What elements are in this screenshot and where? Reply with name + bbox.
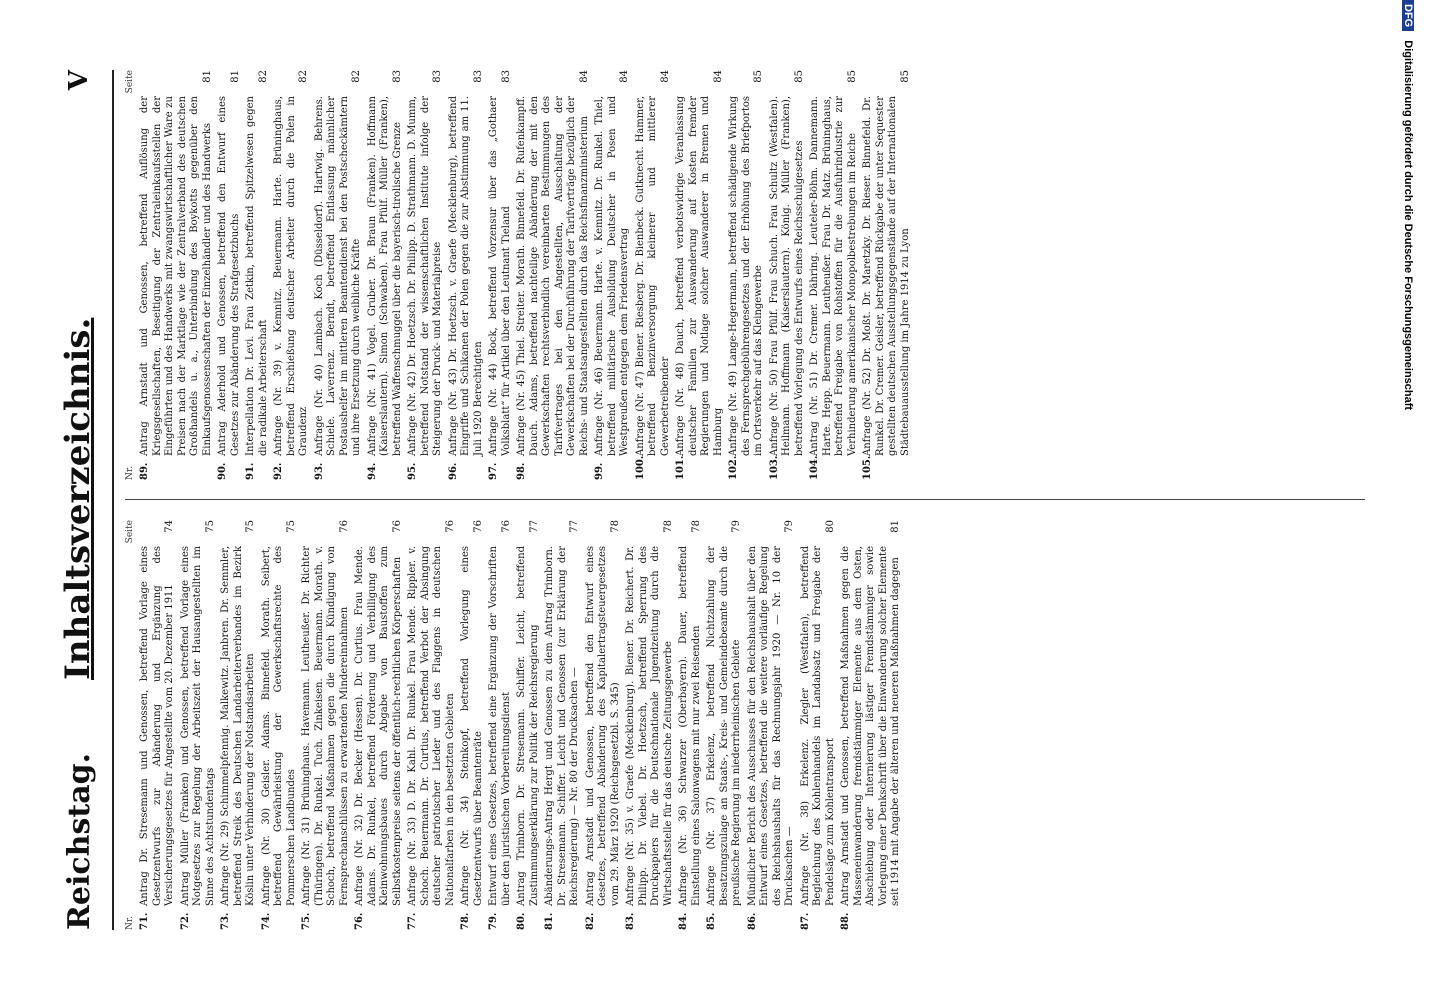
entry-text: Antrag Arnstadt und Genossen, betreffend Maßnahmen gegen die Masseneinwanderung fremdstämmiger Elemente aus dem Osten, Abschiebung oder Internierung lästiger Fremdstämmiger sowie Vorlegung einer Denkschrift über die Einwanderung solcher Elemente seit 1914 mit Angabe der älteren und neueren Maßnahmen dagegen <box>840 546 901 906</box>
entry-number: 105. <box>862 455 873 480</box>
toc-entry <box>301 520 351 930</box>
column-header <box>125 70 135 480</box>
entry-text: Antrag Aderhold und Genossen, betreffend den Entwurf eines Gesetzes zur Abänderung des Strafgesetzbuchs <box>217 96 241 456</box>
entry-page: 80 <box>824 520 836 533</box>
entry-page: 79 <box>784 520 795 533</box>
entry-page: 76 <box>338 520 350 533</box>
entry-text: Anfrage (Nr. 42) Dr. Hoetzsch. Dr. Philipp. D. Strathmann. D. Mumm, betreffend Notstand der wissenschaftlichen Institute infolge der Steigerung der Druck- und Materialpreise <box>407 96 443 456</box>
toc-entry <box>180 520 218 930</box>
entry-text: Antrag Trimborn. Dr. Stresemann. Schiffer. Leicht, betreffend Zustimmungserklärung zur Politik der Reichsregierung <box>516 546 540 906</box>
entry-number: 71. <box>139 912 150 930</box>
entry-page: 75 <box>245 520 256 533</box>
dfg-credit <box>1394 0 1414 1000</box>
toc-column-left <box>125 520 1365 930</box>
toc-entry <box>139 520 177 930</box>
toc-entry <box>273 70 311 480</box>
entry-number: 87. <box>799 912 811 930</box>
toc-entry <box>747 520 797 930</box>
entry-text: Anfrage (Nr. 39) v. Kemnitz. Beuermann. Harte. Brüninghaus, betreffend Erschießung deutscher Arbeiter durch die Polen in Graudenz <box>273 96 309 456</box>
toc-entry <box>245 70 270 480</box>
entry-number: 75. <box>301 912 312 930</box>
toc-entry <box>407 70 445 480</box>
entry-text: Antrag (Nr. 51) Dr. Cremer. Dähring. Leuteler-Böhm. Dannemann. Harte. Hepp. Beuermann. Leutheußer. Frau Dr. Matz. Brüninghaus, betreffend Freigabe von Rohstoffen für die Ausfuhrindustrie zur Verhinderung amerikanischer Monopolbestrebungen im Reiche <box>809 96 858 456</box>
entry-text: Anfrage (Nr. 32) Dr. Becker (Hessen). Dr. Curtius. Frau Mende. Adams. Dr. Runkel, betreffend Förderung und Verbilligung des Kleinwohnungsbaues durch Abgabe von Baustoffen zum Selbstkostenpreise seitens der öffentlich-rechtlichen Körperschaften <box>354 546 403 906</box>
entry-number: 83. <box>625 912 636 930</box>
entry-page: 85 <box>753 70 764 83</box>
toc-entry <box>367 70 405 480</box>
entry-text: Antrag Dr. Stresemann und Genossen, betreffend Vorlage eines Gesetzentwurfs zur Abänderung und Ergänzung des Versicherungsgesetzes für Angestellte vom 20. Dezember 1911 <box>139 546 175 906</box>
entry-text: Anfrage (Nr. 44) Bock, betreffend Vorzensur über das „Gothaer Volksblatt“ für Artikel über den Leutnant Tieland <box>488 96 512 456</box>
entry-page: 77 <box>569 520 580 533</box>
entry-text: Entwurf eines Gesetzes, betreffend eine Ergänzung der Vorschriften über den juristischen Vorbereitungsdienst <box>488 546 512 906</box>
entry-page: 84 <box>578 70 590 83</box>
toc-entry <box>769 70 807 480</box>
entry-text: Anfrage (Nr. 34) Steinkopf, betreffend Vorlegung eines Gesetzentwurfs über Beamtenräte <box>460 546 484 906</box>
entry-text: Anfrage (Nr. 30) Geisler. Adams. Binnefeld. Morath. Seibert, betreffend Gewährleistung der Gewerkschaftsrechte des Pommerschen Landbundes <box>260 546 297 906</box>
toc-entry <box>728 70 766 480</box>
entry-page: 77 <box>528 520 540 533</box>
entry-text: Antrag Arnstadt und Genossen, betreffend den Entwurf eines Gesetzes, betreffend Abänderung des Kapitalertragsteuergesetzes vom 29. März 1920 (Reichsgesetzbl. S. 345) <box>584 546 621 906</box>
entry-text: Anfrage (Nr. 37) Erkelenz, betreffend Nichtzahlung der Besatzungszulage an Staats-, Kreis- und Gemeindebeamte durch die preußische Regierung im niederrheinischen Gebiete <box>706 546 742 906</box>
entry-page: 81 <box>201 70 213 83</box>
toc-column-right <box>125 70 1365 480</box>
entry-number: 93. <box>313 462 325 480</box>
entry-page: 82 <box>257 70 269 83</box>
entry-page: 84 <box>659 70 671 83</box>
entry-number: 91. <box>245 462 256 480</box>
entry-number: 86. <box>746 912 758 930</box>
entry-number: 102. <box>728 455 739 480</box>
entry-page: 81 <box>890 520 901 533</box>
entry-number: 73. <box>220 912 231 930</box>
toc-entry <box>220 520 258 930</box>
entry-page: 81 <box>229 70 241 83</box>
entry-text: Anfrage (Nr. 41) Vogel. Gruber. Dr. Braun (Franken). Hoffmann (Kaiserslautern). Simon (Schwaben). Frau Pfülf. Müller (Franken), betreffend Waffenschmuggel über die bayerisch-tirolische Grenze <box>366 96 403 456</box>
entry-text: Anfrage (Nr. 50) Frau Pfülf. Frau Schuch. Frau Schultz (Westfalen). Heilmann. Hoffmann (Kaiserslautern). König. Müller (Franken), betreffend Vorlegung des Entwurfs eines Reichsschulgesetzes <box>768 96 805 456</box>
entry-text: Antrag Müller (Franken) und Genossen, betreffend Vorlage eines Notgesetzes zur Regelung der Arbeitszeit der Hausangestellten im Sinne des Achtstundentags <box>179 546 216 906</box>
entry-text: Anfrage (Nr. 45) Thiel. Streiter. Morath. Binnefeld. Dr. Rufenkampff. Dauch. Adams, betreffend nachteilige Abänderung der mit den Gewerkschaften rechtsverbindlich vereinbarten Bestimmungen des Tarifvertrages bei den Angestellten, Ausschaltung der Gewerkschaften bei der Durchführung der Tarifverträge bezüglich der Reichs- und Staatsangestellten durch das Reichsfinanzministerium <box>516 96 590 456</box>
entry-page: 84 <box>619 70 630 83</box>
entry-number: 95. <box>407 462 418 480</box>
entry-text: Anfrage (Nr. 33) D. Dr. Kahl. Dr. Runkel. Frau Mende. Rippler. v. Schoch. Beuermann. Dr. Curtius, betreffend Verbot der Absingung deutscher patriotischer Lieder und des Flaggens in deutschen Nationalfarben in den besetzten Gebieten <box>407 546 456 906</box>
entry-page: 76 <box>444 520 456 533</box>
entry-page: 74 <box>164 520 175 533</box>
entry-number: 76. <box>354 912 365 930</box>
page-number: V <box>64 70 94 91</box>
entry-text: Anfrage (Nr. 35) v. Graefe (Mecklenburg). Biener. Dr. Reichert. Dr. Philipp. Dr. Viebel. Dr. Hoetzsch, betreffend Sperrung des Druckpapiers für die Deutschnationale Jugendzeitung durch die Wirtschaftsstelle für das deutsche Zeitungsgewerbe <box>625 546 674 906</box>
toc-entry <box>261 520 299 930</box>
entry-page: 83 <box>472 70 484 83</box>
entry-page: 76 <box>500 520 512 533</box>
toc-entry <box>625 520 675 930</box>
entry-page: 82 <box>351 70 362 83</box>
entry-text: Anfrage (Nr. 43) Dr. Hoetzsch. v. Graefe (Mecklenburg), betreffend Eingriffe und Schikanen der Polen gegen die zur Abstimmung am 11. Juli 1920 Berechtigten <box>447 96 484 456</box>
entry-number: 81. <box>544 912 555 930</box>
dfg-credit-text: Digitalisierung gefördert durch die Deutsche Forschungsgemeinschaft <box>1402 40 1414 411</box>
header-rule <box>112 70 114 930</box>
dfg-logo: DFG <box>1402 0 1414 31</box>
toc-entry <box>809 70 859 480</box>
entry-number: 99. <box>594 462 605 480</box>
entry-number: 89. <box>139 462 150 480</box>
entry-text: Anfrage (Nr. 29) Schimmelpfennig. Malkewitz. Janbren. Dr. Semmler, betreffend Streik des Deutschen Landarbeiterverbandes im Bezirk Köslin unter Verhinderung der Notstandsarbeiten <box>220 546 256 906</box>
entry-page: 82 <box>298 70 309 83</box>
column-header <box>125 520 135 930</box>
entry-page: 83 <box>391 70 403 83</box>
page-header <box>0 70 110 930</box>
entry-number: 74. <box>260 912 272 930</box>
entry-number: 82. <box>584 912 596 930</box>
entry-text: Abänderungs-Antrag Hergt und Genossen zu dem Antrag Trimborn. Dr. Stresemann. Schiffer. Leicht und Genossen (zur Erklärung der Reichsregierung) — Nr. 80 der Drucksachen — <box>544 546 580 906</box>
entry-text: Anfrage (Nr. 46) Beuermann. Harte. v. Kemnitz. Dr. Runkel. Thiel, betreffend militärische Ausbildung Deutscher in Posen und Westpreußen entgegen dem Friedensvertrag <box>594 96 630 456</box>
entry-text: Antrag Arnstadt und Genossen, betreffend Auflösung der Kriegsgesellschaften, Beseitigung der Zentraleinkaufsstellen der Eingeführten und des Handwerks mit zwangswirtschaftlicher Ware zu Preisen nach der Marktlage wie der Zentralverband des deutschen Großhandels u. a., Unterbindung des Boykotts gegenüber den Einkaufsgenossenschaften der Einzelhändler und des Handwerks <box>139 96 213 456</box>
entry-text: Anfrage (Nr. 49) Lange-Hegermann, betreffend schädigende Wirkung des Fernsprechgebührengesetzes und der Erhöhung des Briefportos im Ortsverkehr auf das Kleingewerbe <box>728 96 764 456</box>
toc-entry <box>544 520 582 930</box>
entry-number: 101. <box>675 455 686 480</box>
entry-number: 78. <box>460 912 471 930</box>
entry-number: 98. <box>516 462 527 480</box>
page-title: Inhaltsverzeichnis. <box>58 317 98 680</box>
entry-page: 78 <box>690 520 702 533</box>
toc-entry <box>314 70 364 480</box>
entry-number: 92. <box>273 462 284 480</box>
header-left: Reichstag. <box>62 752 97 930</box>
entry-number: 72. <box>179 912 191 930</box>
entry-number: 104. <box>809 455 820 480</box>
entry-text: Anfrage (Nr. 38) Erkelenz. Ziegler (Westfalen), betreffend Begleichung des Kohlenhandels im Landabsatz und Freigabe der Pendelsäge zum Kohlentransport <box>799 546 836 906</box>
entry-text: Mündlicher Bericht des Ausschusses für den Reichshaushalt über den Entwurf eines Gesetzes, betreffend die weitere vorläufige Regelung des Reichshaushalts für das Rechnungsjahr 1920 — Nr. 10 der Drucksachen — <box>746 546 795 906</box>
entry-page: 75 <box>204 520 216 533</box>
toc-entry <box>488 520 513 930</box>
entry-page: 78 <box>609 520 621 533</box>
toc-entry <box>460 520 485 930</box>
entry-text: Anfrage (Nr. 40) Lambach. Koch (Düsseldorf). Hartwig. Behrens. Schiele. Laverrenz. Berndt, betreffend Entlassung männlicher Postaushelfer im mittleren Beamtendienst bei den Postscheckämtern und ihre Ersetzung durch weibliche Kräfte <box>313 96 362 456</box>
entry-number: 80. <box>516 912 527 930</box>
entry-page: 76 <box>391 520 403 533</box>
nr-label: Nr. <box>125 915 135 930</box>
entry-page: 85 <box>846 70 858 83</box>
toc-entry <box>354 520 404 930</box>
entry-page: 78 <box>662 520 674 533</box>
entry-text: Interpellation Dr. Levi. Frau Zetkin, betreffend Spitzelwesen gegen die radikale Arbeiterschaft <box>245 96 269 456</box>
entry-text: Anfrage (Nr. 47) Biener. Riesberg. Dr. Bienbeck. Gutknecht. Hammer, betreffend Benzinversorgung kleinerer und mittlerer Gewerbetreibender <box>634 96 671 456</box>
toc-entry <box>678 520 703 930</box>
entry-number: 77. <box>407 912 418 930</box>
entry-page: 83 <box>432 70 443 83</box>
entry-page: 83 <box>500 70 512 83</box>
entry-page: 85 <box>899 70 911 83</box>
entry-number: 97. <box>488 462 499 480</box>
toc-entry <box>585 520 623 930</box>
entry-number: 103. <box>768 455 780 480</box>
toc-entry <box>448 70 486 480</box>
entry-text: Anfrage (Nr. 31) Brüninghaus. Havemann. Leutheußer. Dr. Richter (Thüringen). Dr. Runkel. Tuch. Zinkeisen. Beuermann. Morath. v. Schoch, betreffend Maßnahmen gegen die durch Kündigung von Fernsprechanschlüssen zu erwartenden Mindereinnahmen <box>301 546 350 906</box>
entry-number: 94. <box>366 462 378 480</box>
column-divider <box>125 499 1365 500</box>
entry-number: 96. <box>447 462 459 480</box>
toc-entry <box>488 70 513 480</box>
entry-page: 75 <box>285 520 297 533</box>
entry-text: Anfrage (Nr. 52) Dr. Moßt. Dr. Maretzky. Dr. Rieser. Binnefeld. Dr. Runkel. Dr. Cremer. Geisler, betreffend Rückgabe der unter Sequester gestellten deutschen Ausstellungsgegenstände auf der Internationalen Städtebauausstellung im Jahre 1914 zu Lyon <box>862 96 911 456</box>
entry-number: 84. <box>678 912 689 930</box>
toc-entry <box>800 520 838 930</box>
entry-number: 90. <box>217 462 228 480</box>
entry-page: 84 <box>712 70 724 83</box>
entry-page: 79 <box>731 520 742 533</box>
toc-entry <box>407 520 457 930</box>
toc-entry <box>862 70 912 480</box>
entry-text: Anfrage (Nr. 36) Schwarzer (Oberbayern). Dauer, betreffend Einstellung eines Salonwagens mit nur zwei Reisenden <box>678 546 702 906</box>
toc-entry <box>840 520 903 930</box>
entry-text: Anfrage (Nr. 48) Dauch, betreffend verbotswidrige Veranlassung deutscher Familien zur Auswanderung auf Kosten fremder Regierungen und Notlage solcher Auswanderer in Bremen und Hamburg <box>675 96 724 456</box>
entry-number: 79. <box>488 912 499 930</box>
entry-page: 85 <box>793 70 805 83</box>
toc-entry <box>139 70 214 480</box>
toc-entry <box>706 520 744 930</box>
toc-entry <box>516 520 541 930</box>
nr-label: Nr. <box>125 465 135 480</box>
entry-number: 88. <box>840 912 851 930</box>
toc-entry <box>217 70 242 480</box>
entry-page: 76 <box>472 520 484 533</box>
entry-number: 85. <box>706 912 717 930</box>
toc-entry <box>594 70 632 480</box>
seite-label: Seite <box>125 520 135 544</box>
toc-entry <box>516 70 591 480</box>
seite-label: Seite <box>125 70 135 94</box>
toc-entry <box>675 70 725 480</box>
toc-entry <box>635 70 673 480</box>
entry-number: 100. <box>634 455 646 480</box>
